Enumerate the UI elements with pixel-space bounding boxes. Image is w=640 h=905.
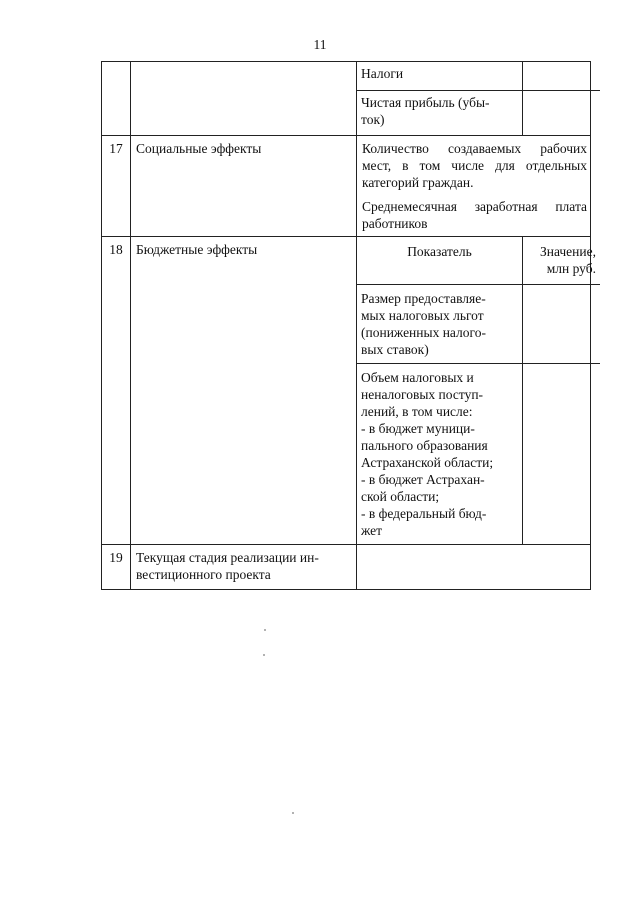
row-title: Социальные эффекты xyxy=(131,136,357,237)
value-header-line-1: Значение, xyxy=(539,244,596,259)
tax-revenue-line: Астраханской области; xyxy=(361,455,494,470)
project-stage-line-2: вестиционного проекта xyxy=(136,567,271,582)
project-stage-line-1: Текущая стадия реализации ин- xyxy=(136,550,319,565)
subtable-row-tax-revenues xyxy=(357,364,600,545)
subtable-header xyxy=(357,237,600,285)
page-number: 11 xyxy=(313,37,327,52)
avg-salary-text: Среднемесячная заработная плата работников xyxy=(362,199,587,231)
budget-effects-cell xyxy=(357,237,596,545)
value-cell xyxy=(523,364,601,545)
indicator-label xyxy=(357,285,523,364)
scan-speck xyxy=(264,629,266,631)
social-effects-cell xyxy=(357,136,591,237)
row-number: 17 xyxy=(102,136,131,237)
tax-revenue-line: - в бюджет муници- xyxy=(361,421,475,436)
value-header xyxy=(523,237,601,285)
tax-revenue-line: - в бюджет Астрахан- xyxy=(361,472,485,487)
tax-revenue-line: - в федеральный бюд- xyxy=(361,506,487,521)
budget-subtable xyxy=(357,237,600,544)
value-cell xyxy=(523,285,601,364)
tax-revenue-line: пального образования xyxy=(361,438,488,453)
row-number-cell xyxy=(102,62,131,136)
jobs-count-text: Количество создаваемых рабочих мест, в том числе для отдельных категорий граждан. xyxy=(362,141,587,190)
finance-subtable xyxy=(357,62,600,135)
subtable-row-net-profit xyxy=(357,91,600,136)
tax-revenue-line: ской области; xyxy=(361,489,440,504)
row-number: 18 xyxy=(102,237,131,545)
table-row-18 xyxy=(102,237,591,545)
project-stage-value-cell xyxy=(357,545,591,590)
investment-project-table xyxy=(101,61,596,590)
indicator-label xyxy=(357,364,523,545)
tax-benefits-line: мых налоговых льгот xyxy=(361,308,484,323)
tax-revenue-line: жет xyxy=(361,523,383,538)
tax-revenue-line: лений, в том числе: xyxy=(361,404,473,419)
value-header-line-2: млн руб. xyxy=(546,261,596,276)
tax-revenue-line: неналоговых поступ- xyxy=(361,387,484,402)
net-profit-line-2: ток) xyxy=(361,112,385,127)
indicator-header: Показатель xyxy=(357,237,523,285)
scan-speck xyxy=(292,812,294,814)
value-cell xyxy=(523,91,601,136)
subtable-row-tax-benefits xyxy=(357,285,600,364)
indicator-label xyxy=(357,62,523,91)
row-title: Бюджетные эффекты xyxy=(131,237,357,545)
table-row-19 xyxy=(102,545,591,590)
table-row-17 xyxy=(102,136,591,237)
row-name-cell xyxy=(131,62,357,136)
indicator-cell xyxy=(357,62,591,136)
row-title xyxy=(131,545,357,590)
table-row-continuation xyxy=(102,62,591,136)
tax-benefits-line: Размер предоставляе- xyxy=(361,291,486,306)
taxes-label: Налоги xyxy=(361,66,404,81)
net-profit-line-1: Чистая прибыль (убы- xyxy=(361,95,490,110)
tax-revenue-line: Объем налоговых и xyxy=(361,370,474,385)
value-cell xyxy=(523,62,601,91)
subtable-row-taxes xyxy=(357,62,600,91)
row-number: 19 xyxy=(102,545,131,590)
scan-speck xyxy=(263,654,265,656)
tax-benefits-line: (пониженных налого- xyxy=(361,325,486,340)
indicator-label xyxy=(357,91,523,136)
tax-benefits-line: вых ставок) xyxy=(361,342,429,357)
